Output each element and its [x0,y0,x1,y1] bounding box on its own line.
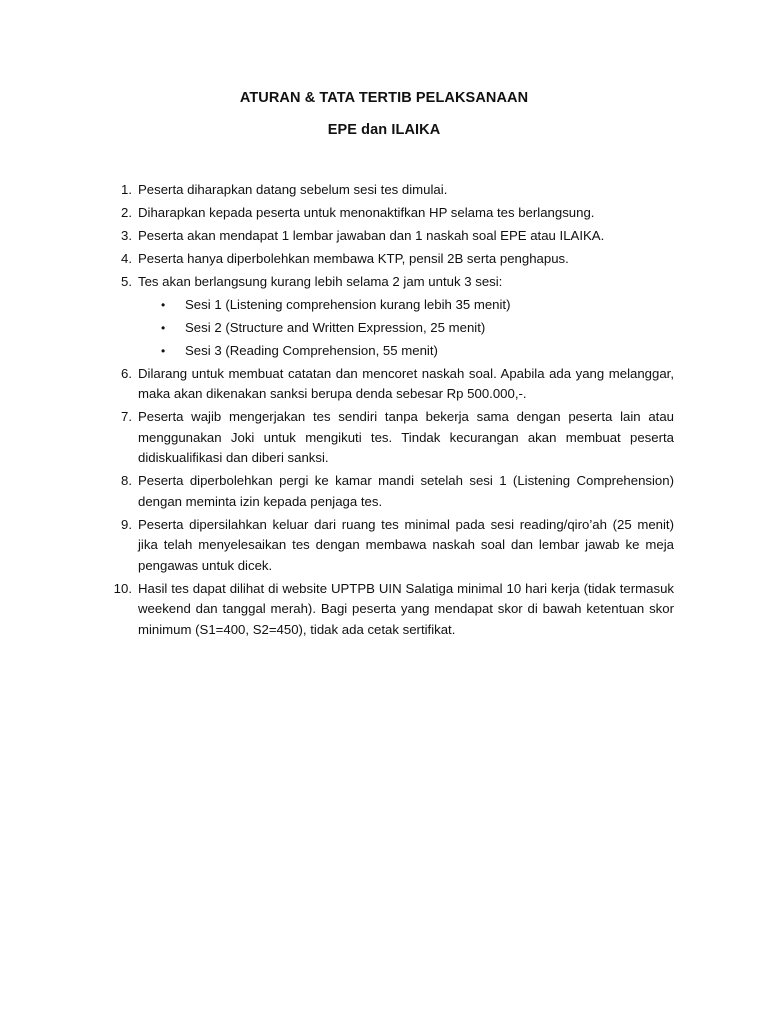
bullet-icon: • [161,320,166,335]
rule-text: Peserta akan mendapat 1 lembar jawaban dan 1 naskah soal EPE atau ILAIKA. [138,228,605,243]
rule-text: Peserta wajib mengerjakan tes sendiri tanpa bekerja sama dengan peserta lain atau menggunakan Joki untuk mengikuti tes. Tindak kecurangan akan membuat peserta didiskualifikasi dan diberi sanksi. [138,409,674,465]
rule-item [113,272,674,361]
rule-item [113,471,674,512]
rule-item [113,226,674,247]
rule-item [113,407,674,469]
rule-text: Dilarang untuk membuat catatan dan mencoret naskah soal. Apabila ada yang melanggar, maka akan dikenakan sanksi berupa denda sebesar Rp 500.000,-. [138,365,674,401]
rule-text: Peserta diperbolehkan pergi ke kamar mandi setelah sesi 1 (Listening Comprehension) dengan meminta izin kepada penjaga tes. [138,473,674,509]
bullet-icon: • [161,343,166,358]
rule-item [113,249,674,270]
session-list [138,295,674,362]
rule-number: 5. [121,274,132,289]
rule-text: Hasil tes dapat dilihat di website UPTPB UIN Salatiga minimal 10 hari kerja (tidak termasuk weekend dan tanggal merah). Bagi peserta yang mendapat skor di bawah ketentuan skor minimum (S1=400, S2=450), tidak ada cetak sertifikat. [138,580,674,637]
session-item [138,341,674,362]
rule-number: 6. [121,365,132,381]
rule-item [113,364,674,405]
session-item [138,318,674,339]
rules-list [113,180,674,643]
rule-text: Peserta diharapkan datang sebelum sesi tes dimulai. [138,182,448,197]
rule-item [113,203,674,224]
rule-text: Peserta dipersilahkan keluar dari ruang tes minimal pada sesi reading/qiro’ah (25 menit) jika telah menyelesaikan tes dengan membawa naskah soal dan lembar jawab ke meja pengawas untuk dicek. [138,516,674,573]
rule-item [113,180,674,201]
rule-text: Tes akan berlangsung kurang lebih selama 2 jam untuk 3 sesi: [138,274,503,289]
rule-item [113,515,674,577]
rule-number: 3. [121,228,132,243]
rule-text: Peserta hanya diperbolehkan membawa KTP, pensil 2B serta penghapus. [138,251,569,266]
document-title: ATURAN & TATA TERTIB PELAKSANAAN [239,90,529,106]
bullet-icon: • [161,297,166,312]
rule-text: Diharapkan kepada peserta untuk menonaktifkan HP selama tes berlangsung. [138,205,595,220]
session-item [138,295,674,316]
rule-item [113,579,674,641]
session-text: Sesi 3 (Reading Comprehension, 55 menit) [185,342,438,358]
rule-number: 4. [121,251,132,266]
rule-number: 2. [121,205,132,220]
rule-number: 8. [121,473,132,488]
rule-number: 10. [113,580,132,596]
session-text: Sesi 1 (Listening comprehension kurang lebih 35 menit) [185,296,511,312]
rule-number: 9. [121,516,132,532]
rule-number: 1. [121,182,132,197]
document-subtitle: EPE dan ILAIKA [327,122,441,138]
session-text: Sesi 2 (Structure and Written Expression, 25 menit) [185,319,486,335]
rule-number: 7. [121,409,132,424]
